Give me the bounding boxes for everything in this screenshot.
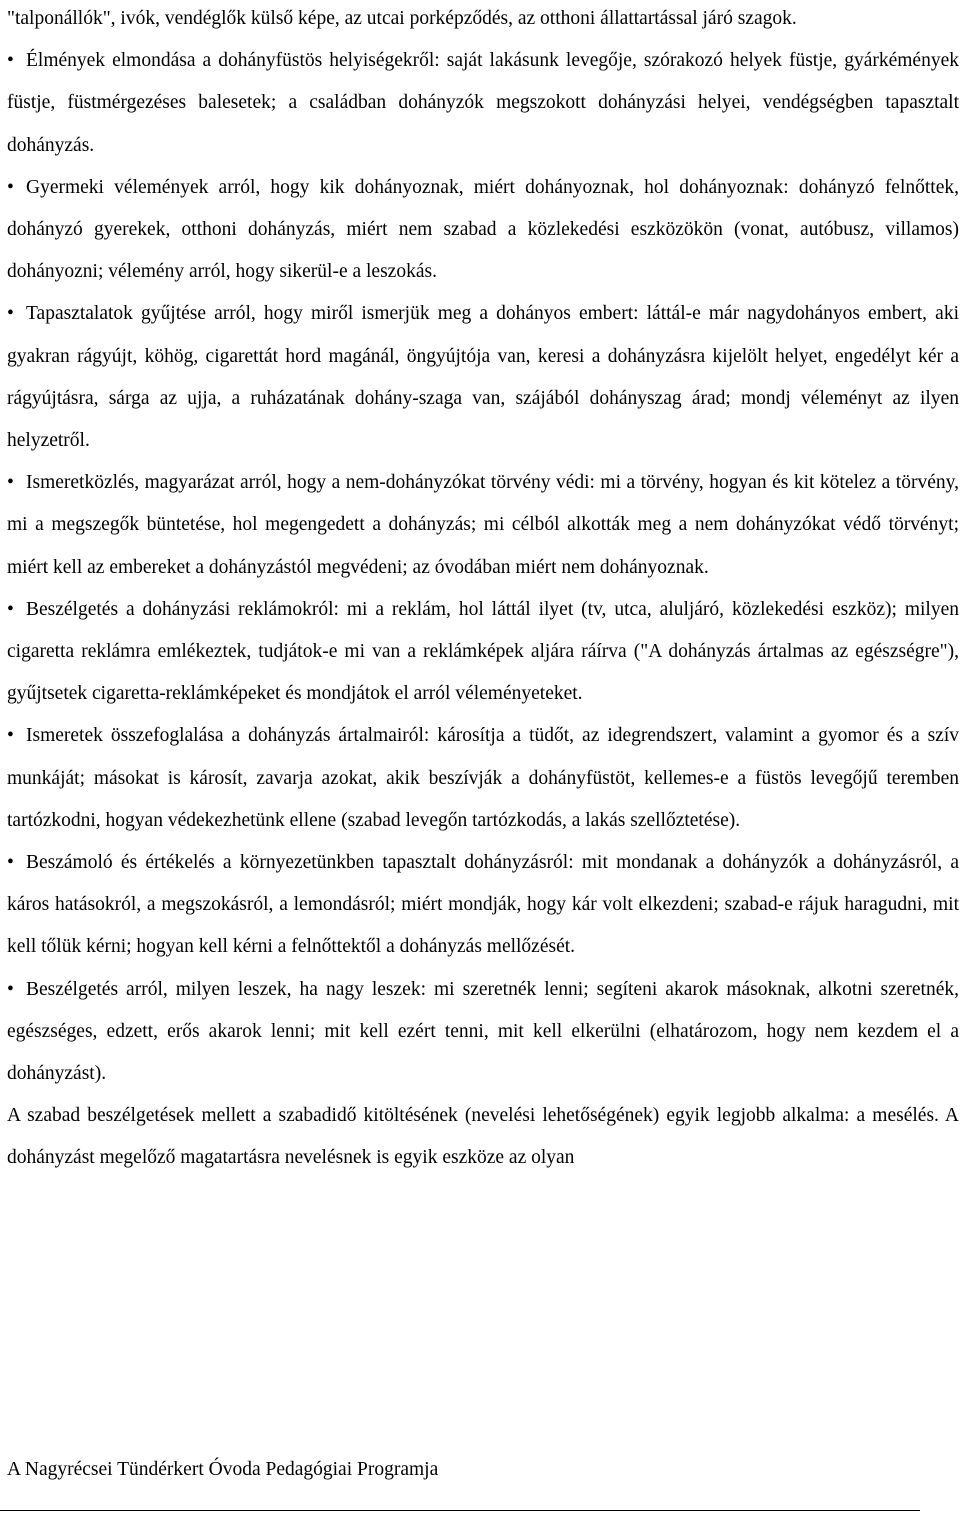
bullet-text: Ismeretközlés, magyarázat arról, hogy a nem-dohányzókat törvény védi: mi a törvény, hogyan és kit kötelez a törvény, mi a megszegők büntetése, hol megengedett a dohányzás; mi célból alkották meg a nem dohányzókat védő törvényt; miért kell az embereket a dohányzástól megvédeni; az óvodában miért nem dohányoznak. bbox=[7, 472, 959, 578]
bullet-list bbox=[7, 40, 959, 1095]
page-footer: A Nagyrécsei Tündérkert Óvoda Pedagógiai Programja bbox=[7, 1459, 439, 1480]
bullet-icon: • bbox=[7, 725, 14, 747]
bullet-item bbox=[7, 167, 959, 294]
bullet-icon: • bbox=[7, 852, 14, 874]
bullet-item bbox=[7, 715, 959, 842]
bullet-icon: • bbox=[7, 176, 14, 198]
bullet-icon: • bbox=[7, 303, 14, 325]
bullet-text: Élmények elmondása a dohányfüstös helyiségekről: saját lakásunk levegője, szórakozó helyek füstje, gyárkémények füstje, füstmérgezéses balesetek; a családban dohányzók megszokott dohányzási helyei, vendégségben tapasztalt dohányzás. bbox=[7, 50, 959, 156]
bullet-icon: • bbox=[7, 978, 14, 1000]
bullet-item bbox=[7, 40, 959, 167]
continuation-paragraph: "talponállók", ivók, vendéglők külső képe, az utcai porképződés, az otthoni állattartással járó szagok. bbox=[7, 8, 797, 29]
bullet-text: Beszélgetés a dohányzási reklámokról: mi a reklám, hol láttál ilyet (tv, utca, aluljáró, közlekedési eszköz); milyen cigaretta reklámra emlékeztek, tudjátok-e mi van a reklámképek aljára ráírva ("A dohányzás ártalmas az egészségre"), gyűjtsetek cigaretta-reklámképeket és mondjátok el arról véleményeteket. bbox=[7, 598, 959, 705]
bullet-text: Gyermeki vélemények arról, hogy kik dohányoznak, miért dohányoznak, hol dohányoznak: dohányzó felnőttek, dohányzó gyerekek, otthoni dohányzás, miért nem szabad a közlekedési eszközökön (vonat, autóbusz, villamos) dohányozni; vélemény arról, hogy sikerül-e a leszokás. bbox=[7, 176, 959, 283]
bullet-text: Beszélgetés arról, milyen leszek, ha nagy leszek: mi szeretnék lenni; segíteni akarok másoknak, alkotni szeretnék, egészséges, edzett, erős akarok lenni; mit kell ezért tenni, mit kell elkerülni (elhatározom, hogy nem kezdem el a dohányzást). bbox=[7, 978, 959, 1085]
bullet-item bbox=[7, 293, 959, 462]
bullet-text: Ismeretek összefoglalása a dohányzás ártalmairól: károsítja a tüdőt, az idegrendszert, valamint a gyomor és a szív munkáját; másokat is károsít, zavarja azokat, akik beszívják a dohányfüstöt, kellemes-e a füstös levegőjű teremben tartózkodni, hogyan védekezhetünk ellene (szabad levegőn tartózkodás, a lakás szellőztetése). bbox=[7, 725, 959, 831]
bullet-icon: • bbox=[7, 472, 14, 494]
bullet-icon: • bbox=[7, 598, 14, 620]
bullet-item bbox=[7, 842, 959, 969]
document-body bbox=[7, 0, 959, 1180]
bullet-item bbox=[7, 462, 959, 589]
footer-divider bbox=[0, 1510, 920, 1511]
bullet-icon: • bbox=[7, 50, 14, 72]
bullet-item bbox=[7, 589, 959, 716]
closing-paragraph: A szabad beszélgetések mellett a szabadidő kitöltésének (nevelési lehetőségének) egyik legjobb alkalma: a mesélés. A dohányzást megelőző magatartásra nevelésnek is egyik eszköze az olyan bbox=[7, 1105, 959, 1169]
bullet-text: Tapasztalatok gyűjtése arról, hogy miről ismerjük meg a dohányos embert: láttál-e már nagydohányos embert, aki gyakran rágyújt, köhög, cigarettát hord magánál, öngyújtója van, keresi a dohányzásra kijelölt helyet, engedélyt kér a rágyújtásra, sárga az ujja, a ruházatának dohány-szaga van, szájából dohányszag árad; mondj véleményt az ilyen helyzetről. bbox=[7, 303, 959, 452]
bullet-text: Beszámoló és értékelés a környezetünkben tapasztalt dohányzásról: mit mondanak a dohányzók a dohányzásról, a káros hatásokról, a megszokásról, a lemondásról; miért mondják, hogy kár volt elkezdeni; szabad-e rájuk haragudni, mit kell tőlük kérni; hogyan kell kérni a felnőttektől a dohányzás mellőzését. bbox=[7, 852, 959, 958]
bullet-item bbox=[7, 969, 959, 1096]
